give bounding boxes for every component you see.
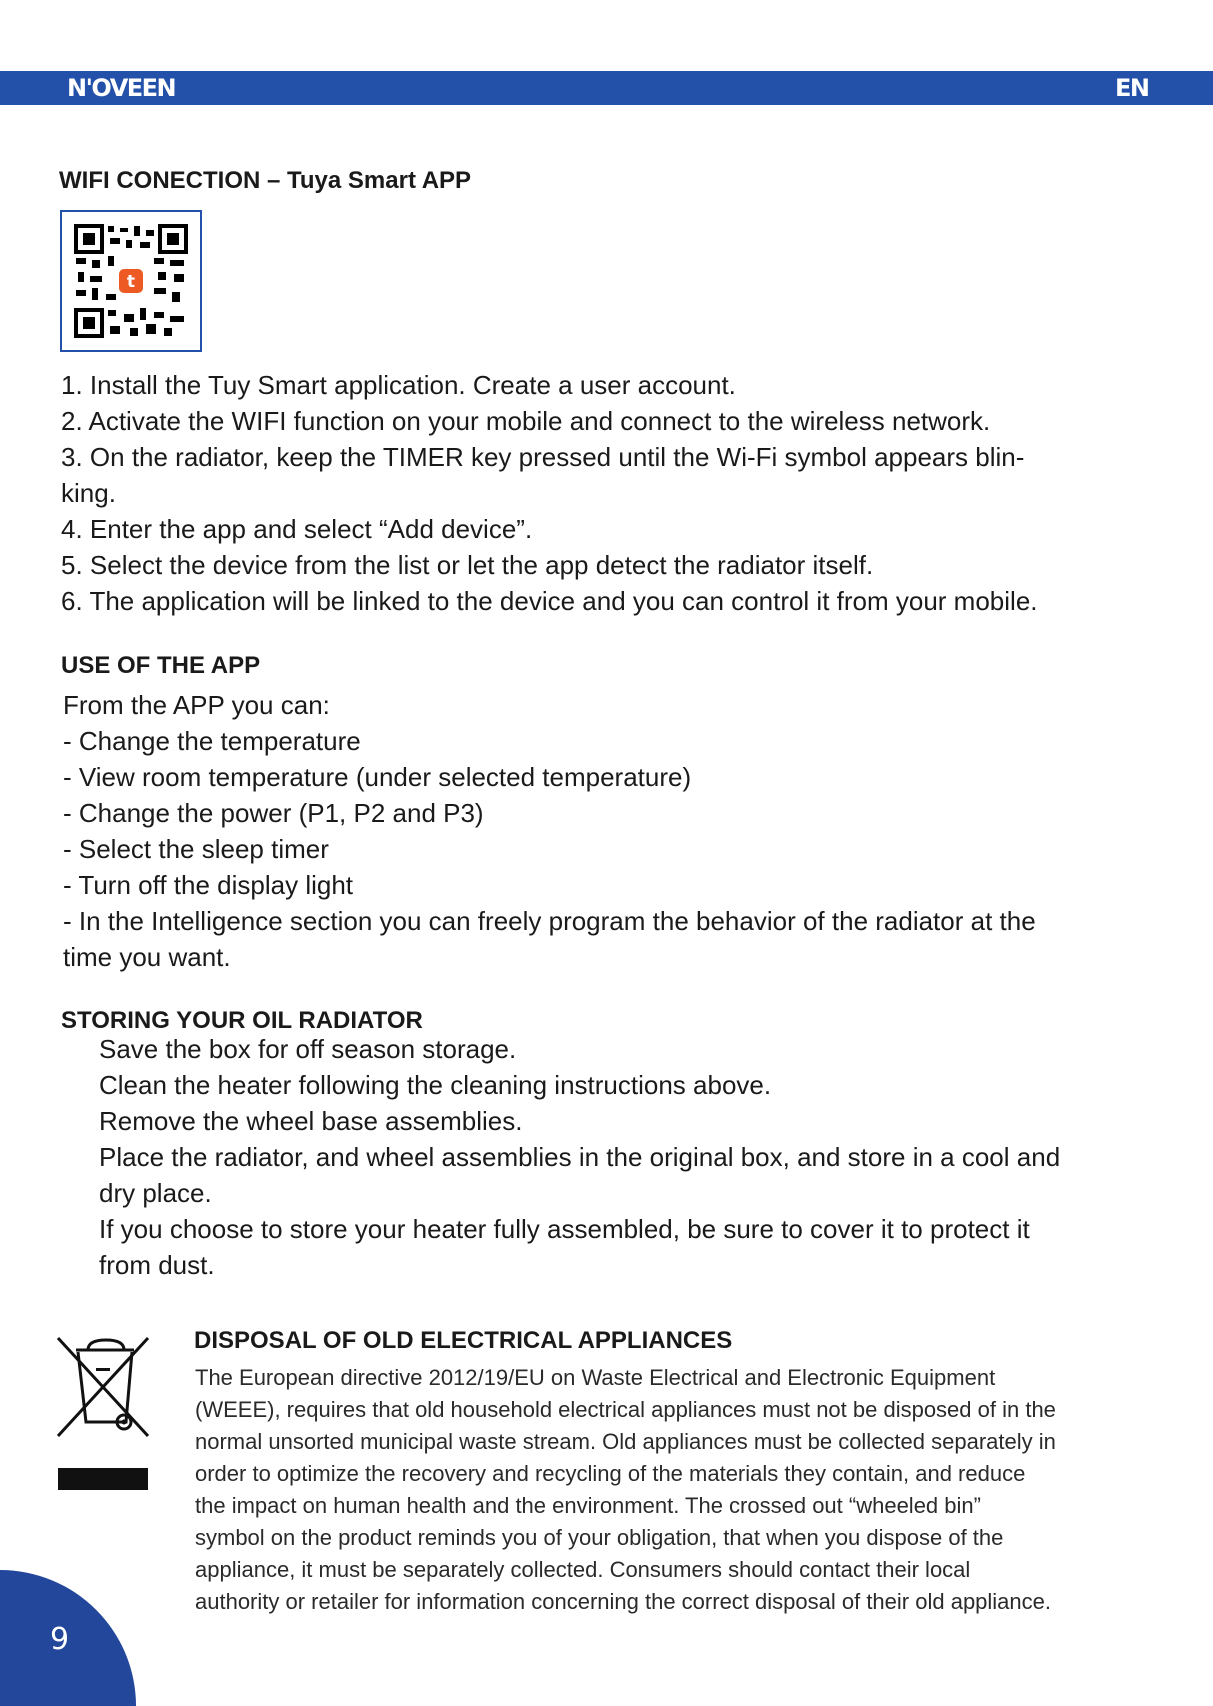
paragraph-line: order to optimize the recovery and recycling of the materials they contain, and reduce: [195, 1461, 1026, 1486]
list-item: - Turn off the display light: [63, 870, 354, 900]
step-item: 2. Activate the WIFI function on your mobile and connect to the wireless network.: [61, 406, 991, 436]
list-item: Clean the heater following the cleaning instructions above.: [99, 1070, 772, 1100]
step-item: 1. Install the Tuy Smart application. Create a user account.: [61, 370, 736, 400]
list-item: Place the radiator, and wheel assemblies in the original box, and store in a cool and: [99, 1142, 1061, 1172]
paragraph-line: authority or retailer for information concerning the correct disposal of their old appliance.: [195, 1589, 1052, 1614]
step-item: 5. Select the device from the list or let the app detect the radiator itself.: [61, 550, 874, 580]
paragraph-line: appliance, it must be separately collected. Consumers should contact their local: [195, 1557, 971, 1582]
weee-crossed-bin-icon: [56, 1328, 152, 1492]
qr-code-icon: [74, 224, 188, 338]
disposal-title: DISPOSAL OF OLD ELECTRICAL APPLIANCES: [194, 1327, 733, 1354]
paragraph-line: the impact on human health and the environment. The crossed out “wheeled bin”: [195, 1493, 981, 1518]
storing-title: STORING YOUR OIL RADIATOR: [61, 1007, 423, 1034]
step-item: 4. Enter the app and select “Add device”.: [61, 514, 533, 544]
list-item: time you want.: [63, 942, 231, 972]
list-item: Save the box for off season storage.: [99, 1034, 517, 1064]
list-item: - View room temperature (under selected temperature): [63, 762, 692, 792]
list-item: dry place.: [99, 1178, 212, 1208]
header-bar: [0, 71, 1213, 105]
list-item: - Change the power (P1, P2 and P3): [63, 798, 484, 828]
list-item: If you choose to store your heater fully assembled, be sure to cover it to protect it: [99, 1214, 1030, 1244]
step-item: 3. On the radiator, keep the TIMER key pressed until the Wi-Fi symbol appears blin-: [61, 442, 1025, 472]
paragraph-line: normal unsorted municipal waste stream. Old appliances must be collected separately in: [195, 1429, 1056, 1454]
step-item: 6. The application will be linked to the device and you can control it from your mobile.: [61, 586, 1038, 616]
storing-list: [99, 1031, 1194, 1283]
qr-code: [60, 210, 202, 352]
list-item: Remove the wheel base assemblies.: [99, 1106, 523, 1136]
paragraph-line: (WEEE), requires that old household electrical appliances must not be disposed of in the: [195, 1397, 1056, 1422]
app-use-title: USE OF THE APP: [61, 652, 261, 679]
list-item: - In the Intelligence section you can freely program the behavior of the radiator at the: [63, 906, 1036, 936]
qr-logo-letter: t: [126, 272, 136, 292]
paragraph-line: symbol on the product reminds you of your obligation, that when you dispose of the: [195, 1525, 1004, 1550]
list-item: From the APP you can:: [63, 690, 330, 720]
wifi-title: WIFI CONECTION – Tuya Smart APP: [59, 167, 472, 194]
list-item: - Select the sleep timer: [63, 834, 329, 864]
app-use-list: [63, 687, 1191, 975]
page-number: 9: [50, 1622, 69, 1657]
list-item: - Change the temperature: [63, 726, 361, 756]
disposal-text: [195, 1362, 1200, 1618]
brand-logo: N'OVEEN: [67, 74, 176, 102]
language-label: EN: [1115, 74, 1149, 102]
list-item: from dust.: [99, 1250, 215, 1280]
step-item: king.: [61, 478, 116, 508]
wifi-steps: [61, 367, 1191, 619]
paragraph-line: The European directive 2012/19/EU on Waste Electrical and Electronic Equipment: [195, 1365, 996, 1390]
